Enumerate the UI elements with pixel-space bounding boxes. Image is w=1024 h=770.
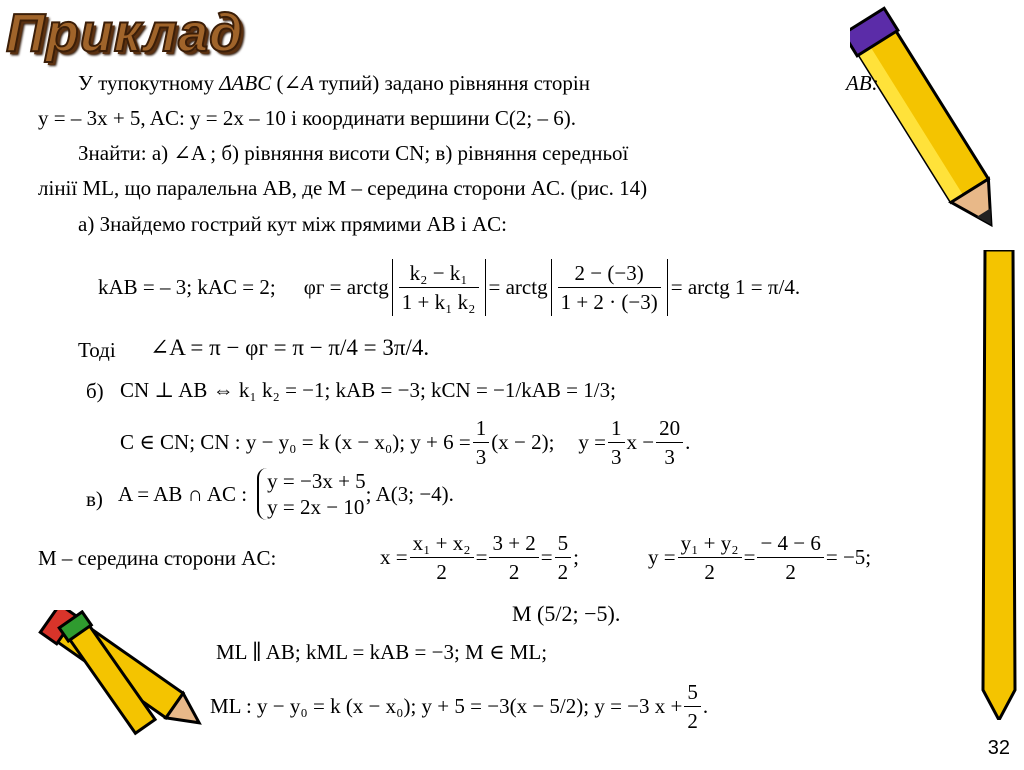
part-b-line-1: CN ⊥ AB ⇔ k₁ k₂ = −1; kAB = −3; kCN = −1/kAB = 1/3; [120, 378, 616, 402]
problem-line-3: Знайти: а) ∠A ; б) рівняння висоти CN; в) рівняння середньої [78, 141, 629, 165]
part-v-label: в) [86, 487, 103, 511]
pencil-icon-left [0, 610, 210, 770]
fraction-five-halves: $\frac{5}{2}$ [684, 678, 701, 735]
then-equation: ∠A = π − φг = π − π/4 = 3π/4. [150, 335, 430, 360]
then-label: Тоді [78, 338, 116, 362]
abs-fraction-1: $\frac{\text{k₂ − k₁}}{\text{1 + k₁ k₂}}$ [392, 259, 486, 316]
part-v-line: A = AB ∩ AC : y = −3x + 5 y = 2x − 10 ; A(3; −4). [118, 469, 454, 519]
equation-system: y = −3x + 5 y = 2x − 10 [257, 468, 366, 520]
midpoint-x: x = $\frac{\text{x₁ + x₂}}{2}$ = $\frac{3 + 2}{2}$ = $\frac{5}{2}$ ; [380, 530, 579, 584]
eq-arctg: = arctg [488, 275, 548, 299]
problem-line-2: y = – 3x + 5, AC: y = 2x – 10 і координати вершини C(2; – 6). [38, 106, 577, 130]
k-values: kAB = – 3; kAC = 2; [98, 275, 276, 299]
problem-ab-label: AB: [846, 71, 879, 95]
midpoint-text: M – середина сторони AC: [38, 546, 277, 570]
part-b-label: б) [86, 379, 104, 403]
midpoint-y: y = $\frac{\text{y₁ + y₂}}{2}$ = $\frac{- 4 - 6}{2}$ = −5; [648, 530, 872, 584]
ml-parallel-line: ML ∥ AB; kML = kAB = −3; M ∈ ML; [216, 640, 548, 664]
part-a-heading: а) Знайдемо гострий кут між прямими AB і AC: [78, 212, 507, 236]
pencil-icon-edge [955, 250, 1024, 720]
eq-result: = arctg 1 = π/4. [670, 275, 801, 299]
part-a-formula [98, 248, 800, 326]
problem-line-1: У тупокутному ΔABC (∠A тупий) задано рівняння сторін [78, 71, 590, 95]
fraction-one-third: $\frac{1}{3}$ [473, 414, 490, 471]
ml-equation: ML : y − y₀ = k (x − x₀); y + 5 = −3(x − 5/2); y = −3 x + $\frac{5}{2}$ . [210, 679, 709, 733]
pencil-icon-right [850, 2, 1010, 252]
page-number: 32 [987, 737, 1010, 759]
slide-title: Приклад [6, 3, 244, 63]
abs-fraction-2: $\frac{2 - (-3)}{1 + 2 \cdot (-3)}$ [551, 259, 668, 316]
part-b-line-2: C ∈ CN; CN : y − y₀ = k (x − x₀); y + 6 = $\frac{1}{3}$ (x − 2); y = $\frac{1}{3}$ x − $\frac{20}{3}$ . [120, 415, 691, 469]
fraction-one-third-b: $\frac{1}{3}$ [608, 414, 625, 471]
phi-label: φг = arctg [303, 275, 389, 299]
problem-line-4: лінії ML, що паралельна AB, де M – середина сторони AC. (рис. 14) [38, 176, 648, 200]
fraction-twenty-thirds: $\frac{20}{3}$ [656, 414, 683, 471]
midpoint-result: M (5/2; −5). [512, 601, 621, 626]
